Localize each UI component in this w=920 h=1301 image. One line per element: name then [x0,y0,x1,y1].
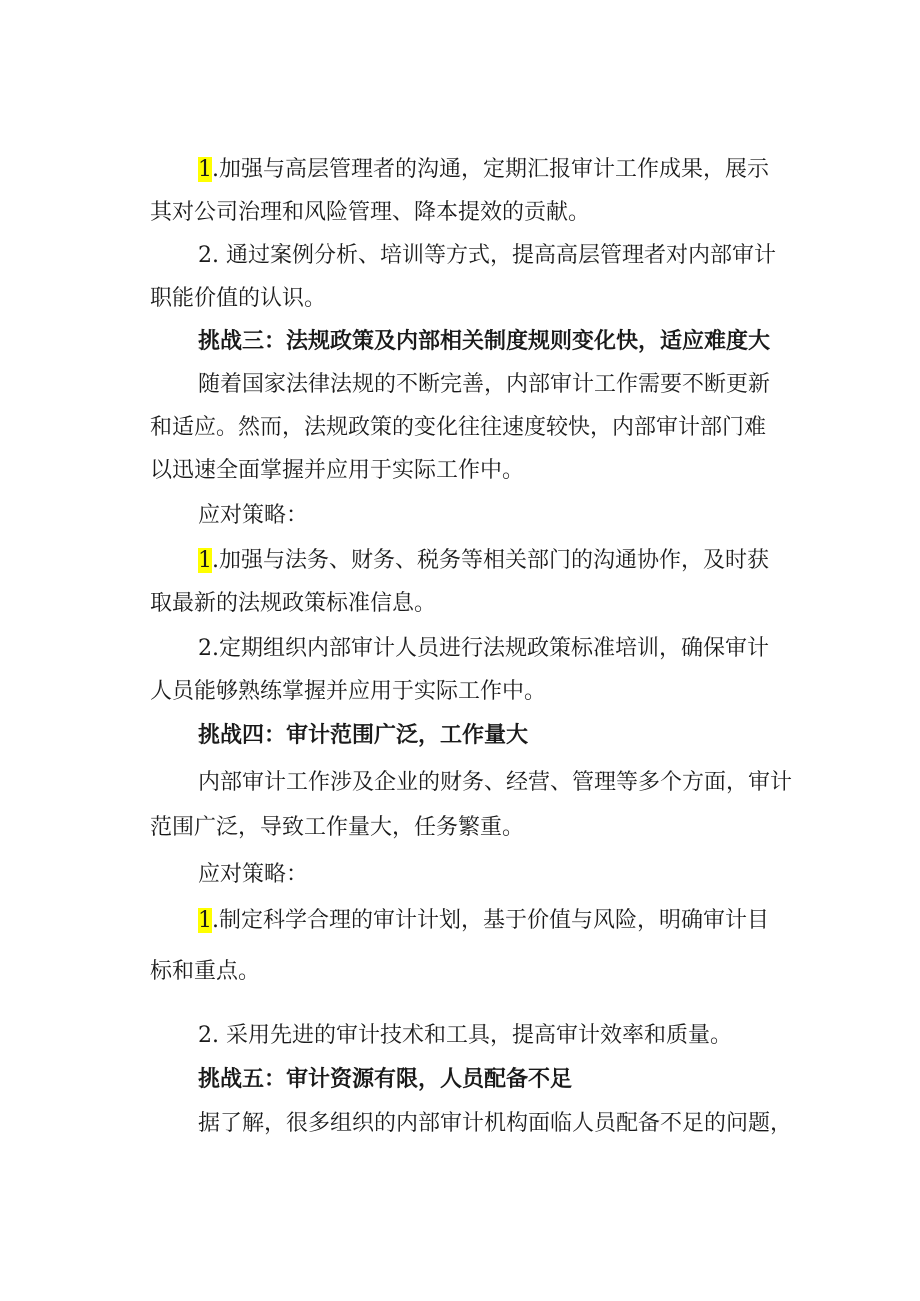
challenge-3-item-1-line-2: 取最新的法规政策标准信息。 [150,591,437,616]
strategy-item-2-line-2: 职能价值的认识。 [150,286,327,311]
challenge-3-heading: 挑战三：法规政策及内部相关制度规则变化快，适应难度大 [198,329,771,354]
highlighted-number: 1 [198,908,212,933]
challenge-3-body-line-3: 以迅速全面掌握并应用于实际工作中。 [150,458,525,483]
challenge-4-item-2-line-1: 2. 采用先进的审计技术和工具，提高审计效率和质量。 [198,1023,732,1048]
strategy-item-2-line-1: 2. 通过案例分析、培训等方式，提高高层管理者对内部审计 [198,243,776,268]
item-text: .制定科学合理的审计计划，基于价值与风险，明确审计目 [212,908,769,933]
challenge-3-body-line-2: 和适应。然而，法规政策的变化往往速度较快，内部审计部门难 [150,415,767,440]
strategy-item-1-line-2: 其对公司治理和风险管理、降本提效的贡献。 [150,200,591,225]
challenge-4-heading: 挑战四：审计范围广泛，工作量大 [198,723,529,748]
challenge-4-strategy-label: 应对策略： [198,862,309,887]
highlighted-number: 1 [198,548,212,573]
challenge-4-body-line-2: 范围广泛，导致工作量大，任务繁重。 [150,815,525,840]
challenge-3-item-2-line-1: 2.定期组织内部审计人员进行法规政策标准培训，确保审计 [198,636,769,661]
item-text: .加强与高层管理者的沟通，定期汇报审计工作成果，展示 [212,157,769,182]
challenge-3-item-2-line-2: 人员能够熟练掌握并应用于实际工作中。 [150,679,547,704]
challenge-3-item-1-line-1 [198,539,769,582]
challenge-5-heading: 挑战五：审计资源有限，人员配备不足 [198,1067,573,1092]
challenge-5-body-line-1: 据了解，很多组织的内部审计机构面临人员配备不足的问题， [198,1111,793,1136]
item-text: .加强与法务、财务、税务等相关部门的沟通协作，及时获 [212,548,769,573]
challenge-4-body-line-1: 内部审计工作涉及企业的财务、经营、管理等多个方面，审计 [198,770,793,795]
challenge-4-item-1-line-1 [198,899,769,942]
highlighted-number: 1 [198,157,212,182]
challenge-3-body-line-1: 随着国家法律法规的不断完善，内部审计工作需要不断更新 [198,372,771,397]
strategy-item-1-line-1 [198,148,769,191]
challenge-4-item-1-line-2: 标和重点。 [150,959,261,984]
challenge-3-strategy-label: 应对策略： [198,503,309,528]
